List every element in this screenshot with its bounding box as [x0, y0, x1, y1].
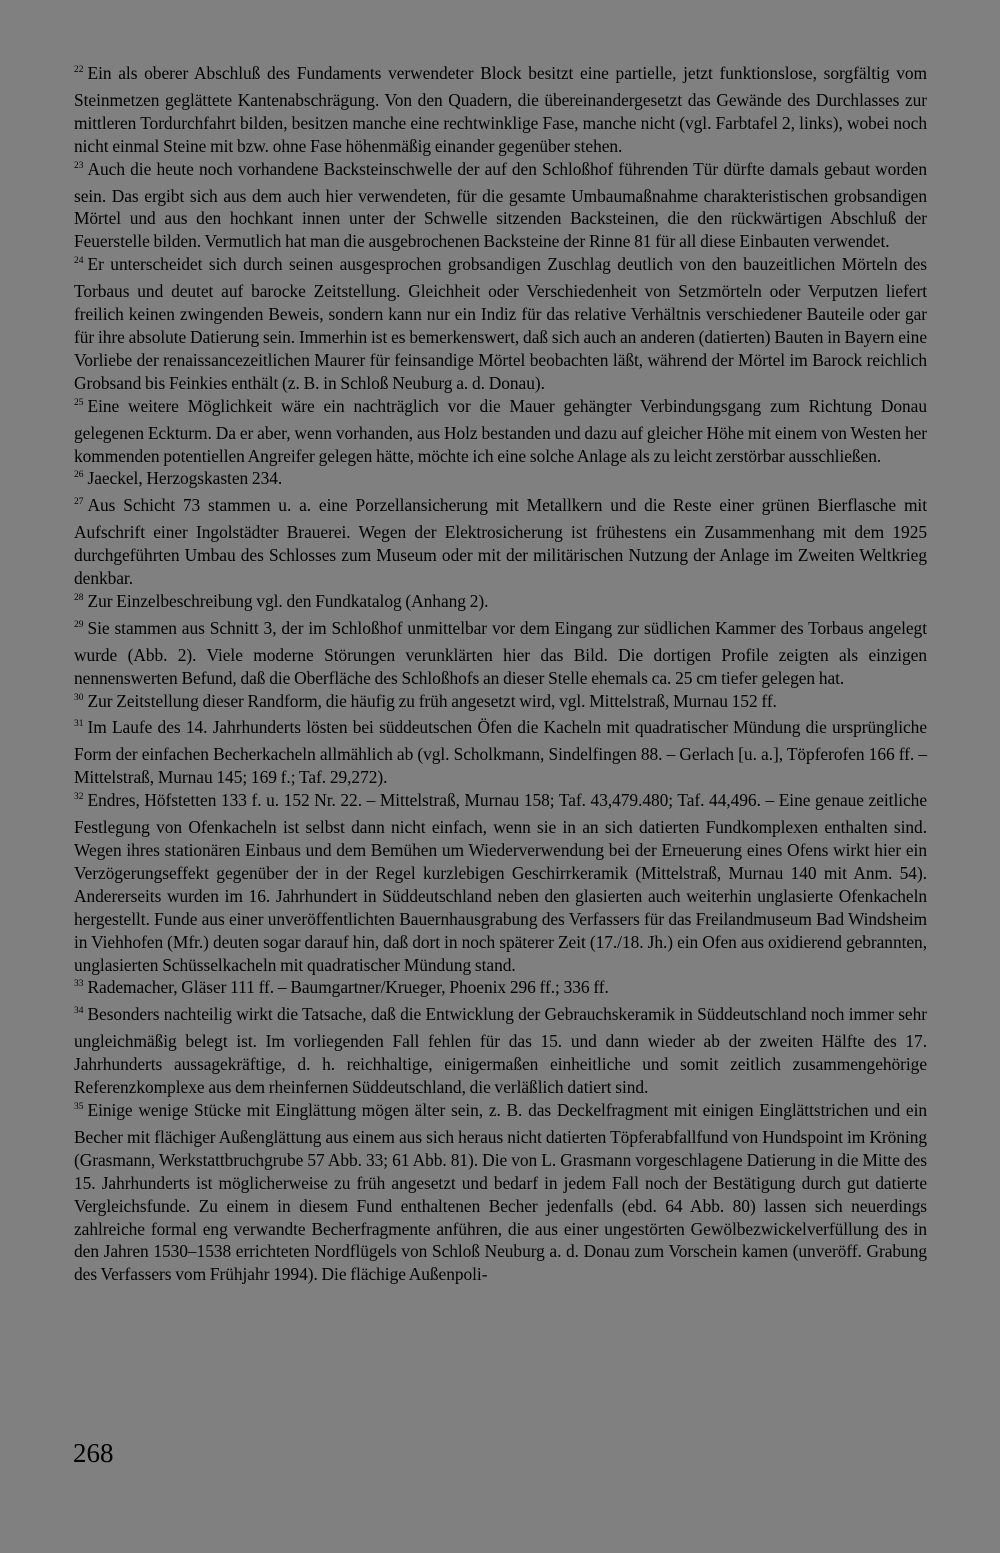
footnote-28 — [74, 590, 927, 617]
footnote-25 — [74, 395, 927, 468]
footnote-number: 24 — [74, 256, 84, 267]
footnote-text: Eine weitere Möglichkeit wäre ein nachträglich vor die Mauer gehängter Verbindungsgang zum Richtung Donau gelegenen Eckturm. Da er aber, wenn vorhanden, aus Holz bestanden und dazu auf gleicher Höhe mit einem von Westen her kommenden potentiellen Angreifer gelegen hätte, möchte ich eine solche Anlage als zu leicht zerstörbar ausschließen. — [74, 395, 927, 466]
footnote-number: 22 — [74, 65, 84, 75]
footnote-27 — [74, 494, 927, 590]
footnote-number: 29 — [74, 619, 84, 630]
footnote-text: Einige wenige Stücke mit Einglättung mögen älter sein, z. B. das Deckelfragment mit einigen Einglättstrichen und ein Becher mit flächiger Außenglättung aus einem aus sich heraus nicht datierten Töpferabfallfund von Hundspoint im Kröning (Grasmann, Werkstattbruchgrube 57 Abb. 33; 61 Abb. 81). Die von L. Grasmann vorgeschlagene Datierung in die Mitte des 15. Jahrhunderts ist möglicherweise zu früh angesetzt und bedarf in jedem Fall noch der Bestätigung durch gut datierte Vergleichsfunde. Zu einem in diesem Fund enthaltenen Becher jedenfalls (ebd. 64 Abb. 80) lassen sich neuerdings zahlreiche formal eng verwandte Becherfragmente anführen, die aus einer ungestörten Gewölbezwickelverfüllung des in den Jahren 1530–1538 errichteten Nordflügels von Schloß Neuburg a. d. Donau zum Vorschein kamen (unveröff. Grabung des Verfassers vom Frühjahr 1994). Die flächige Außenpoli- — [74, 1099, 927, 1285]
footnote-text: Besonders nachteilig wirkt die Tatsache, daß die Entwicklung der Gebrauchskeramik in Süddeutschland noch immer sehr ungleichmäßig belegt ist. Im vorliegenden Fall fehlen für das 15. und dann wieder ab der zweiten Hälfte des 17. Jahrhunderts aussagekräftige, d. h. reichhaltige, einigermaßen einheitliche und somit zeitlich zusammengehörige Referenzkomplexe aus dem rheinfernen Süddeutschland, die verläßlich datiert sind. — [74, 1004, 927, 1098]
footnote-text: Zur Einzelbeschreibung vgl. den Fundkatalog (Anhang 2). — [87, 590, 489, 611]
footnote-number: 26 — [74, 470, 84, 481]
footnote-number: 23 — [74, 160, 84, 171]
footnote-text: Jaeckel, Herzogskasten 234. — [87, 468, 283, 489]
footnote-text: Auch die heute noch vorhandene Backsteinschwelle der auf den Schloßhof führenden Tür dürfte damals gebaut worden sein. Das ergibt sich aus dem auch hier verwendeten, für die gesamte Umbaumaßnahme charakteristischen grobsandigen Mörtel und aus den hochkant innen unter der Schwelle sitzenden Backsteinen, die den rückwärtigen Abschluß der Feuerstelle bilden. Vermutlich hat man die ausgebrochenen Backsteine der Rinne 81 für all diese Einbauten verwendet. — [74, 158, 927, 252]
footnote-number: 31 — [74, 719, 84, 730]
footnote-text: Aus Schicht 73 stammen u. a. eine Porzellansicherung mit Metallkern und die Reste einer grünen Bierflasche mit Aufschrift einer Ingolstädter Brauerei. Wegen der Elektrosicherung ist frühestens ein Zusammenhang mit dem 1925 durchgeführten Umbau des Schlosses zum Museum oder mit der militärischen Nutzung der Anlage im Zweiten Weltkrieg denkbar. — [74, 495, 927, 589]
footnote-text: Er unterscheidet sich durch seinen ausgesprochen grobsandigen Zuschlag deutlich von den bauzeitlichen Mörteln des Torbaus und deutet auf barocke Zeitstellung. Gleichheit oder Verschiedenheit von Setzmörteln oder Verputzen liefert freilich keinen zwingenden Beweis, sondern kann nur ein Indiz für das relative Verhältnis verschiedener Bauteile oder gar für ihre absolute Datierung sein. Immerhin ist es bemerkenswert, daß sich auch an anderen (datierten) Bauten in Bayern eine Vorliebe der renaissancezeitlichen Maurer für feinsandige Mörtel beobachten läßt, während der Mörtel im Barock reichlich Grobsand bis Feinkies enthält (z. B. in Schloß Neuburg a. d. Donau). — [74, 254, 927, 393]
footnote-26 — [74, 467, 927, 494]
footnote-22 — [74, 62, 927, 158]
footnote-number: 27 — [74, 497, 84, 508]
footnote-35 — [74, 1099, 927, 1286]
footnote-number: 33 — [74, 979, 84, 990]
footnote-number: 32 — [74, 792, 84, 803]
footnote-text: Endres, Höfstetten 133 f. u. 152 Nr. 22. – Mittelstraß, Murnau 158; Taf. 43,479.480; Taf. 44,496. – Eine genaue zeitliche Festlegung von Ofenkacheln ist selbst dann nicht einfach, wenn sie in an sich datierten Fundkomplexen enthalten sind. Wegen ihres stationären Einbaus und dem Bemühen um Wiederverwendung bei der Erneuerung eines Ofens wirkt hier ein Verzögerungseffekt gegenüber der in der Regel kurzlebigen Geschirrkeramik (Mittelstraß, Murnau 140 mit Anm. 54). Andererseits wurden im 16. Jahrhundert in Süddeutschland neben den glasierten auch weiterhin unglasierte Ofenkacheln hergestellt. Funde aus einer unveröffentlichten Bauernhausgrabung des Verfassers für das Freilandmuseum Bad Windsheim in Viehhofen (Mfr.) deuten sogar darauf hin, daß dort in noch späterer Zeit (17./18. Jh.) ein Ofen aus oxidierend gebrannten, unglasierten Schüsselkacheln mit quadratischer Mündung stand. — [74, 790, 927, 975]
footnote-text: Rademacher, Gläser 111 ff. – Baumgartner/Krueger, Phoenix 296 ff.; 336 ff. — [87, 977, 609, 998]
footnote-33 — [74, 976, 927, 1003]
footnotes-block — [74, 62, 927, 1286]
footnote-number: 34 — [74, 1006, 84, 1017]
footnote-30 — [74, 690, 927, 717]
footnote-32 — [74, 789, 927, 976]
footnote-29 — [74, 617, 927, 690]
footnote-number: 30 — [74, 692, 84, 703]
footnote-23 — [74, 158, 927, 254]
footnote-text: Sie stammen aus Schnitt 3, der im Schloßhof unmittelbar vor dem Eingang zur südlichen Kammer des Torbaus angelegt wurde (Abb. 2). Viele moderne Störungen verunklärten hier das Bild. Die dortigen Profile zeigten als einzigen nennenswerten Befund, daß die Oberfläche des Schloßhofs an dieser Stelle ehemals ca. 25 cm tiefer gelegen hat. — [74, 617, 927, 688]
footnote-34 — [74, 1003, 927, 1099]
footnote-text: Ein als oberer Abschluß des Fundaments verwendeter Block besitzt eine partielle, jetzt funktionslose, sorgfältig vom Steinmetzen geglättete Kantenabschrägung. Von den Quadern, die übereinandergesetzt das Gewände des Durchlasses zur mittleren Tordurchfahrt bilden, besitzen manche eine rechtwinklige Fase, manche nicht (vgl. Farbtafel 2, links), wobei noch nicht einmal Steine mit bzw. ohne Fase höhenmäßig einander gegenüber stehen. — [74, 63, 927, 156]
page-number: 268 — [73, 1438, 114, 1468]
footnote-number: 25 — [74, 397, 84, 408]
footnote-number: 35 — [74, 1101, 84, 1112]
footnote-text: Im Laufe des 14. Jahrhunderts lösten bei süddeutschen Öfen die Kacheln mit quadratischer Mündung die ursprüngliche Form der einfachen Becherkacheln allmählich ab (vgl. Scholkmann, Sindelfingen 88. – Gerlach [u. a.], Töpferofen 166 ff. – Mittelstraß, Murnau 145; 169 f.; Taf. 29,272). — [74, 717, 927, 788]
footnote-text: Zur Zeitstellung dieser Randform, die häufig zu früh angesetzt wird, vgl. Mittelstraß, Murnau 152 ff. — [87, 690, 777, 711]
footnote-31 — [74, 716, 927, 789]
footnote-24 — [74, 253, 927, 394]
footnote-number: 28 — [74, 592, 84, 603]
